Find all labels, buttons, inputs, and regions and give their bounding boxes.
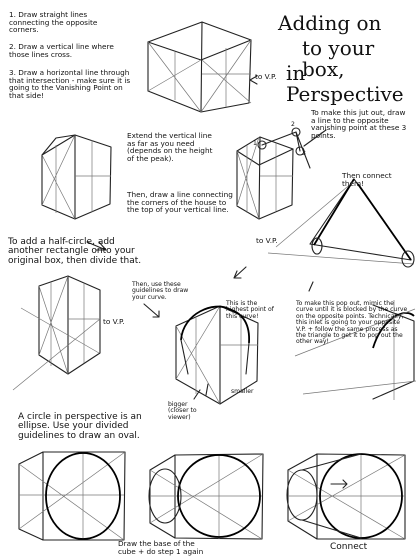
smaller-note: smaller — [231, 388, 254, 395]
ellipse-note: A circle in perspective is an ellipse. Use your divided guidelines to draw an oval. — [18, 412, 142, 441]
to-vp-left: to V.P. — [103, 317, 125, 326]
title-line-1: Adding on — [278, 11, 382, 35]
instruction-3: 3. Draw a horizontal line through that intersection - make sure it is going to the Vanishing Point on that side! — [9, 68, 131, 100]
instruction-2: 2. Draw a vertical line where those lines cross. — [9, 42, 114, 59]
to-vp-top: to V.P. — [255, 72, 277, 81]
point-1-label: 1 — [253, 140, 257, 147]
bigger-note: bigger (closer to viewer) — [168, 401, 197, 421]
highest-point-note: This is the highest point of this curve! — [226, 300, 274, 320]
title-line-3: in Perspective — [286, 61, 404, 106]
half-circle-note: To add a half-circle, add another rectangle onto your original box, then divide that. — [8, 237, 142, 266]
connect-label: Connect — [330, 542, 368, 552]
jut-out-sketch — [237, 128, 310, 219]
connect-corners-note: Then, draw a line connecting the corners of the house to the top of your vertical line. — [127, 190, 233, 215]
use-guides-note: Then, use these guidelines to draw your curve. — [132, 281, 189, 301]
ellipse-box-middle — [149, 454, 263, 539]
roof-peak-sketch — [42, 135, 111, 219]
point-2-label: 2 — [291, 121, 295, 128]
draw-base-note: Draw the base of the cube + do step 1 again — [118, 539, 204, 556]
box-diagonals-sketch — [148, 22, 251, 112]
pop-out-note: To make this pop out, mimic the curve until it is blocked by the curve on the opposite points. Technically, this inlet is going to your opposite V.P. + follow the same process as the triangle to get it to pop out the other way! — [296, 300, 408, 346]
ellipse-connect-right — [287, 454, 405, 539]
point-3-label: 3 — [302, 150, 306, 157]
extend-vertical-note: Extend the vertical line as far as you need (depends on the height of the peak). — [127, 131, 213, 163]
instruction-1: 1. Draw straight lines connecting the opposite corners. — [9, 10, 98, 35]
jut-out-note: To make this jut out, draw a line to the opposite vanishing point at these 3 points. — [311, 108, 407, 140]
half-circle-guides-sketch — [13, 276, 100, 390]
triangle-connect-sketch — [268, 179, 414, 267]
to-vp-middle: to V.P. — [256, 236, 278, 245]
then-connect-note: Then connect them! — [342, 171, 392, 188]
title-line-2: to your box, — [302, 36, 375, 81]
ellipse-box-left — [19, 452, 125, 540]
